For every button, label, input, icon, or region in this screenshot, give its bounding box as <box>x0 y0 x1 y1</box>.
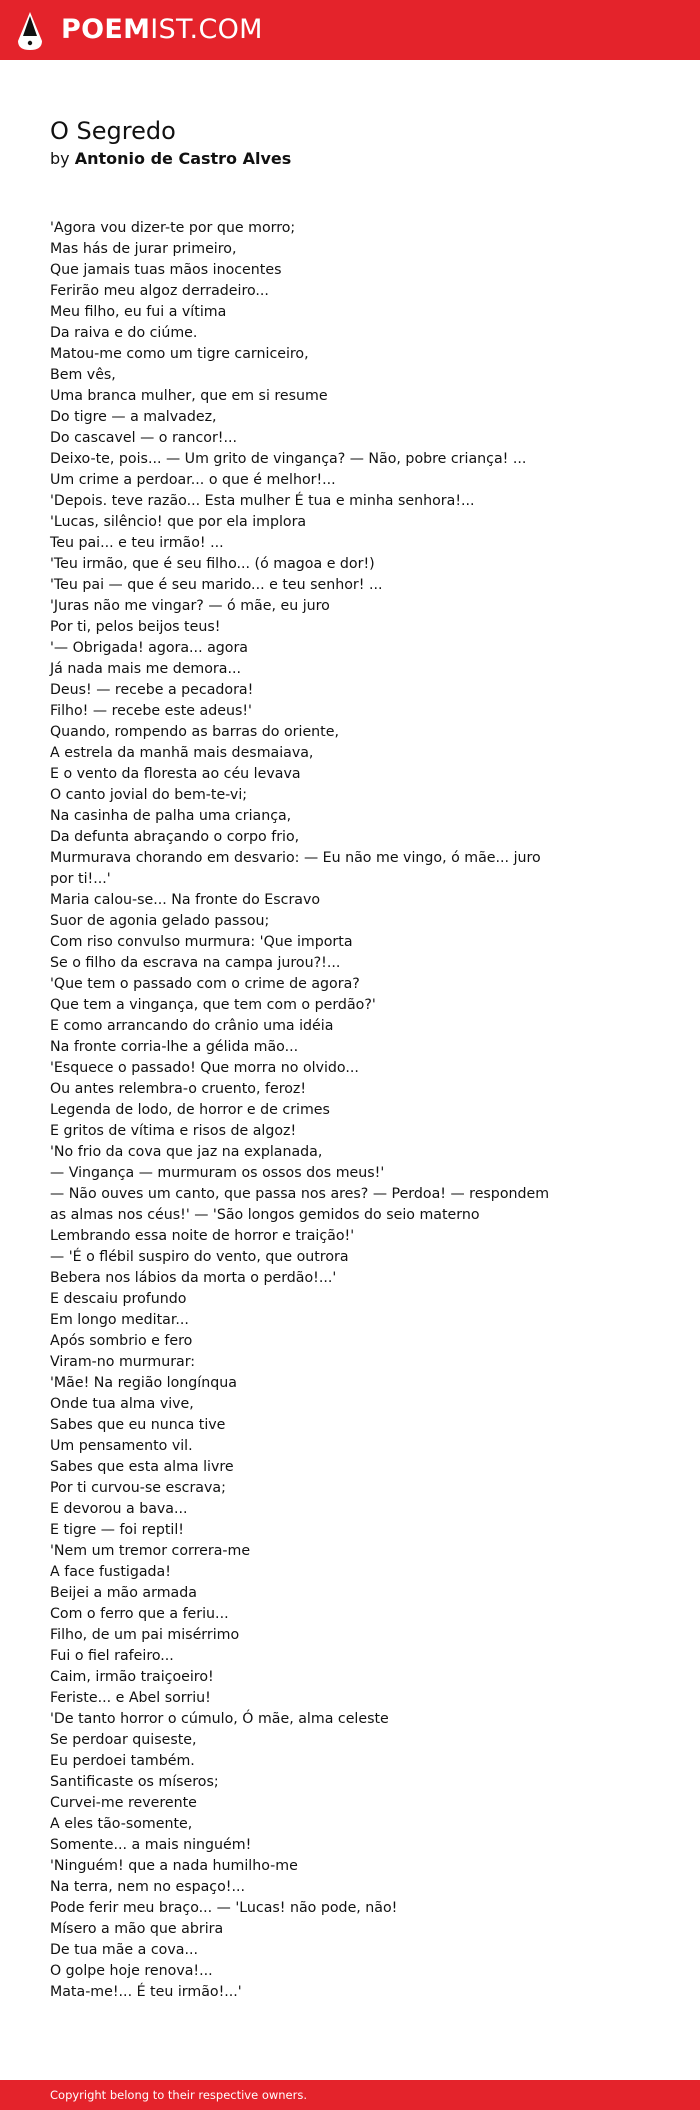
poem-line: Da raiva e do ciúme. <box>50 325 198 341</box>
poem-line: Filho, de um pai misérrimo <box>50 1627 240 1643</box>
poem-line: 'Teu irmão, que é seu filho... (ó magoa e dor!) <box>50 556 375 572</box>
site-footer <box>0 2080 700 2110</box>
poem-line: O canto jovial do bem-te-vi; <box>50 787 248 803</box>
poem-title: O Segredo <box>50 117 176 145</box>
poem-byline <box>50 148 291 170</box>
poem-line: Se o filho da escrava na campa jurou?!... <box>50 955 341 971</box>
poem-line: A face fustigada! <box>50 1564 171 1580</box>
poem-line: 'Que tem o passado com o crime de agora? <box>50 976 360 992</box>
poem-line: Com o ferro que a feriu... <box>50 1606 229 1622</box>
poem-line: E o vento da floresta ao céu levava <box>50 766 301 782</box>
poem-line: Com riso convulso murmura: 'Que importa <box>50 934 353 950</box>
poem-line: Na casinha de palha uma criança, <box>50 808 292 824</box>
poem-line: 'No frio da cova que jaz na explanada, <box>50 1144 323 1160</box>
logo-strong-text: POEM <box>61 14 151 45</box>
poem-line: 'Lucas, silêncio! que por ela implora <box>50 514 307 530</box>
poem-line: Do tigre — a malvadez, <box>50 409 217 425</box>
poem-line: De tua mãe a cova... <box>50 1942 198 1958</box>
poem-line: E tigre — foi reptil! <box>50 1522 184 1538</box>
poem-line: Teu pai... e teu irmão! ... <box>50 535 224 551</box>
poem-line: Por ti curvou-se escrava; <box>50 1480 226 1496</box>
poem-line: Feriste... e Abel sorriu! <box>50 1690 211 1706</box>
poem-line: 'De tanto horror o cúmulo, Ó mãe, alma celeste <box>50 1711 389 1727</box>
poem-line: Da defunta abraçando o corpo frio, <box>50 829 300 845</box>
poem-line: E como arrancando do crânio uma idéia <box>50 1018 334 1034</box>
by-label: by <box>50 149 70 168</box>
poem-line: Murmurava chorando em desvario: — Eu não me vingo, ó mãe... juro por ti!...' <box>50 850 541 887</box>
poem-line: Um crime a perdoar... o que é melhor!... <box>50 472 336 488</box>
poem-line: 'Mãe! Na região longínqua <box>50 1375 237 1391</box>
poem-line: Meu filho, eu fui a vítima <box>50 304 227 320</box>
poem-line: 'Agora vou dizer-te por que morro; <box>50 220 296 236</box>
poem-line: Viram-no murmurar: <box>50 1354 196 1370</box>
poem-line: 'Ninguém! que a nada humilho-me <box>50 1858 298 1874</box>
poem-line: 'Nem um tremor correra-me <box>50 1543 251 1559</box>
poem-line: 'Depois. teve razão... Esta mulher É tua e minha senhora!... <box>50 493 475 509</box>
poem-line: Curvei-me reverente <box>50 1795 197 1811</box>
poem-line: Já nada mais me demora... <box>50 661 241 677</box>
poem-line: Que jamais tuas mãos inocentes <box>50 262 282 278</box>
poem-line: Fui o fiel rafeiro... <box>50 1648 174 1664</box>
poem-line: Após sombrio e fero <box>50 1333 193 1349</box>
poem-line: Onde tua alma vive, <box>50 1396 194 1412</box>
logo-light-text: IST.COM <box>150 14 263 45</box>
poem-line: Sabes que eu nunca tive <box>50 1417 226 1433</box>
poem-line: E gritos de vítima e risos de algoz! <box>50 1123 297 1139</box>
poem-line: O golpe hoje renova!... <box>50 1963 213 1979</box>
site-logo[interactable] <box>61 13 263 47</box>
poem-line: Na terra, nem no espaço!... <box>50 1879 245 1895</box>
poem-line: — Não ouves um canto, que passa nos ares? — Perdoa! — respondem as almas nos céus!' — 'São longos gemidos do seio materno <box>50 1186 550 1223</box>
poem-line: Beijei a mão armada <box>50 1585 197 1601</box>
poem-line: E descaiu profundo <box>50 1291 187 1307</box>
poem-line: Mata-me!... É teu irmão!...' <box>50 1984 242 2000</box>
poem-line: E devorou a bava... <box>50 1501 188 1517</box>
poem-line: Deixo-te, pois... — Um grito de vingança? — Não, pobre criança! ... <box>50 451 527 467</box>
poem-line: Quando, rompendo as barras do oriente, <box>50 724 339 740</box>
poem-line: 'Esquece o passado! Que morra no olvido... <box>50 1060 359 1076</box>
poem-line: 'Juras não me vingar? — ó mãe, eu juro <box>50 598 330 614</box>
poem-line: Mas hás de jurar primeiro, <box>50 241 237 257</box>
poem-line: Uma branca mulher, que em si resume <box>50 388 328 404</box>
poem-line: Que tem a vingança, que tem com o perdão?' <box>50 997 376 1013</box>
pen-nib-icon <box>16 10 44 52</box>
poem-line: Mísero a mão que abrira <box>50 1921 224 1937</box>
poem-line: Filho! — recebe este adeus!' <box>50 703 252 719</box>
poem-line: Pode ferir meu braço... — 'Lucas! não pode, não! <box>50 1900 398 1916</box>
poem-line: — Vingança — murmuram os ossos dos meus!' <box>50 1165 385 1181</box>
poem-line: A eles tão-somente, <box>50 1816 193 1832</box>
poem-line: Caim, irmão traiçoeiro! <box>50 1669 214 1685</box>
poem-line: — 'É o flébil suspiro do vento, que outrora <box>50 1249 349 1265</box>
poem-line: Em longo meditar... <box>50 1312 189 1328</box>
poem-line: 'Teu pai — que é seu marido... e teu senhor! ... <box>50 577 383 593</box>
poem-line: Ferirão meu algoz derradeiro... <box>50 283 269 299</box>
poem-line: Legenda de lodo, de horror e de crimes <box>50 1102 330 1118</box>
copyright-text: Copyright belong to their respective owners. <box>50 2088 308 2102</box>
poem-line: '— Obrigada! agora... agora <box>50 640 248 656</box>
poem-line: Deus! — recebe a pecadora! <box>50 682 254 698</box>
author-name[interactable]: Antonio de Castro Alves <box>74 149 292 168</box>
poem-line: Lembrando essa noite de horror e traição!' <box>50 1228 355 1244</box>
poem-line: A estrela da manhã mais desmaiava, <box>50 745 314 761</box>
poem-line: Matou-me como um tigre carniceiro, <box>50 346 309 362</box>
poem-line: Eu perdoei também. <box>50 1753 195 1769</box>
poem-line: Santificaste os míseros; <box>50 1774 219 1790</box>
poem-line: Somente... a mais ninguém! <box>50 1837 252 1853</box>
poem-line: Por ti, pelos beijos teus! <box>50 619 221 635</box>
poem-line: Sabes que esta alma livre <box>50 1459 234 1475</box>
poem-line: Do cascavel — o rancor!... <box>50 430 238 446</box>
poem-line: Um pensamento vil. <box>50 1438 193 1454</box>
poem-line: Na fronte corria-lhe a gélida mão... <box>50 1039 299 1055</box>
poem-line: Bem vês, <box>50 367 116 383</box>
poem-line: Maria calou-se... Na fronte do Escravo <box>50 892 321 908</box>
poem-body <box>50 218 560 2003</box>
poem-line: Ou antes relembra-o cruento, feroz! <box>50 1081 307 1097</box>
poem-line: Bebera nos lábios da morta o perdão!...' <box>50 1270 337 1286</box>
poem-line: Se perdoar quiseste, <box>50 1732 197 1748</box>
site-header <box>0 0 700 60</box>
poem-line: Suor de agonia gelado passou; <box>50 913 270 929</box>
